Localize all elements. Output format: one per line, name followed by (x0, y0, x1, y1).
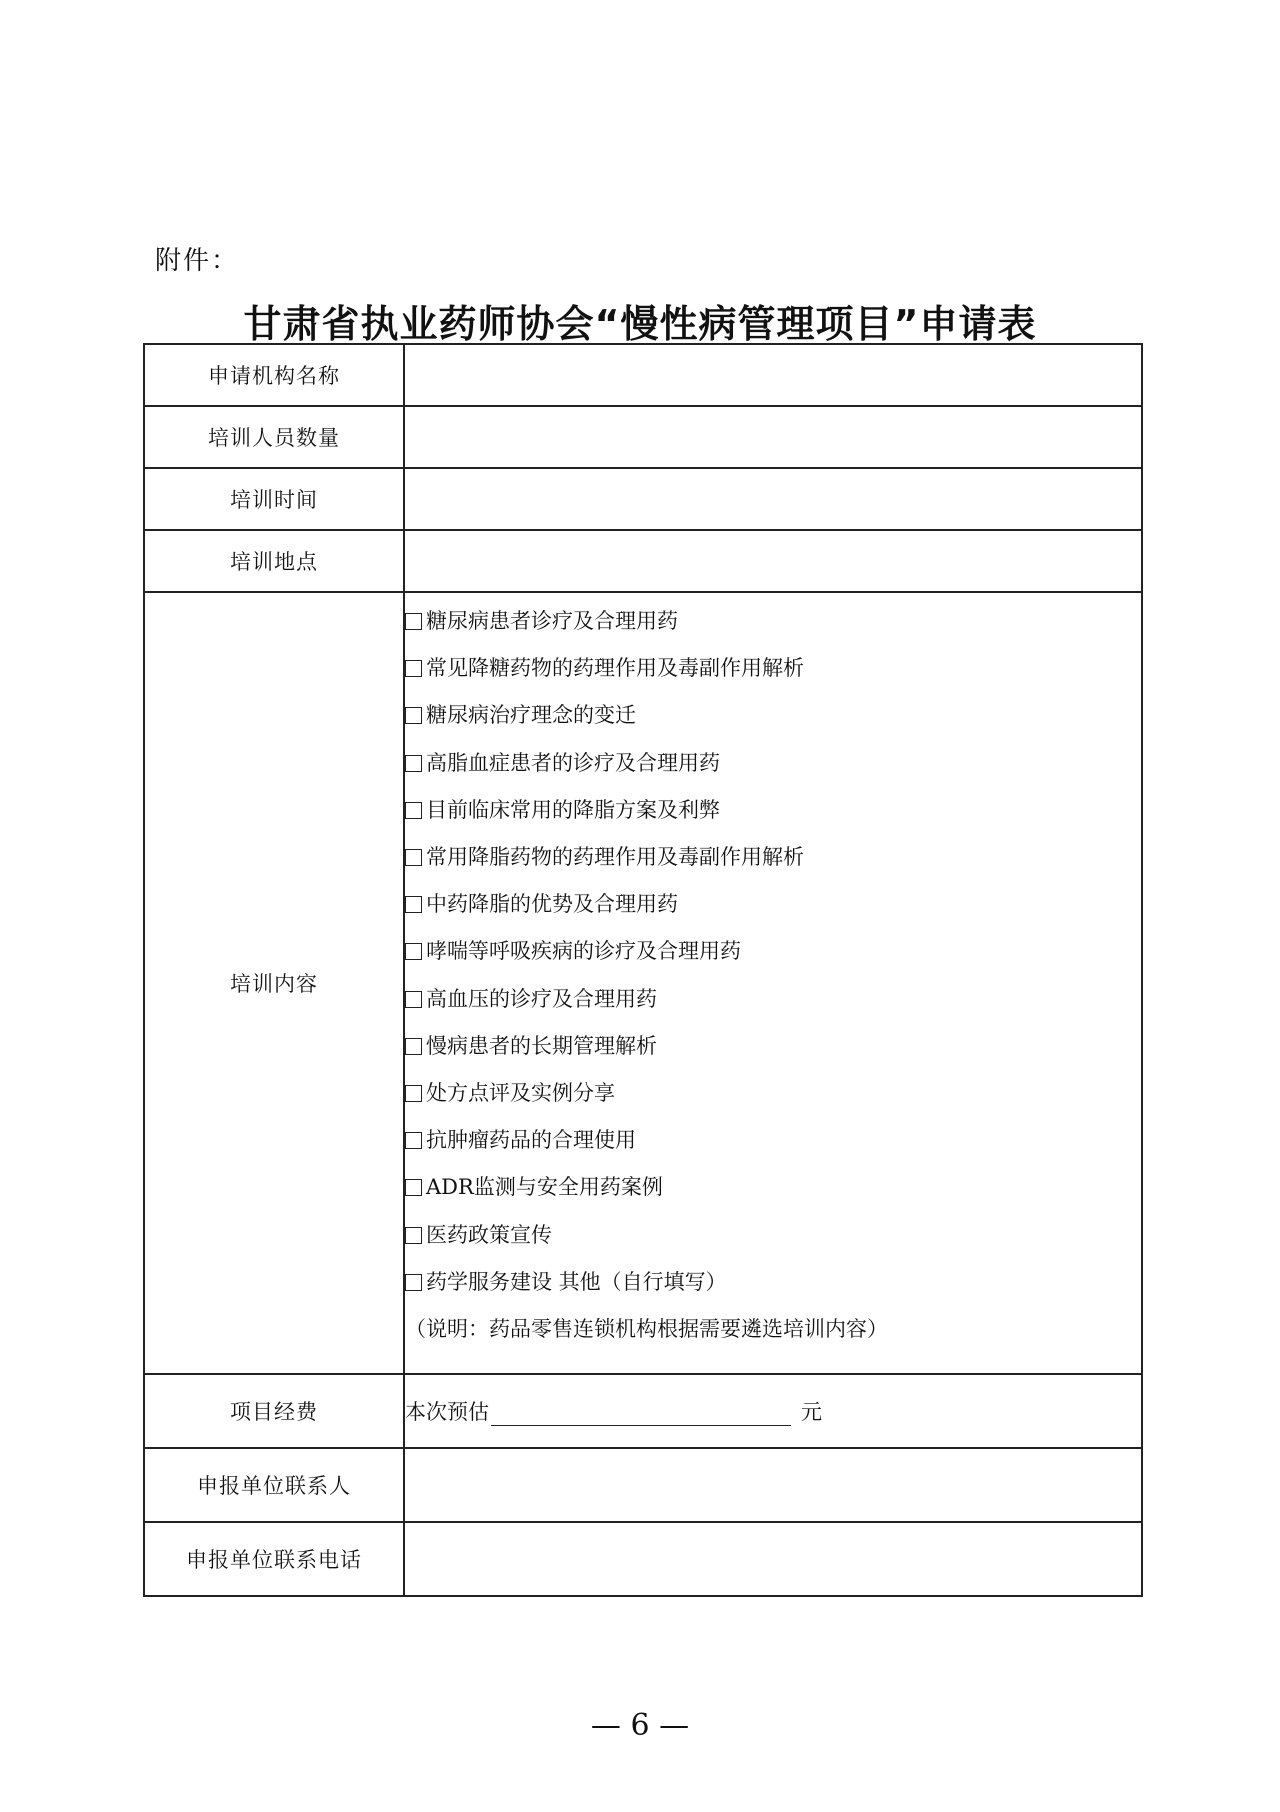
training-option-label: 哮喘等呼吸疾病的诊疗及合理用药 (426, 939, 741, 964)
training-option-label: 常用降脂药物的药理作用及毒副作用解析 (426, 845, 804, 870)
trainee-count-label: 培训人员数量 (144, 406, 404, 468)
checkbox-icon[interactable] (405, 802, 422, 819)
checkbox-icon[interactable] (405, 991, 422, 1008)
application-form-table (143, 343, 1143, 1597)
checkbox-icon[interactable] (405, 755, 422, 772)
training-option-label: 糖尿病患者诊疗及合理用药 (426, 609, 678, 634)
training-option[interactable] (405, 751, 1141, 798)
checkbox-icon[interactable] (405, 896, 422, 913)
training-option-label: 糖尿病治疗理念的变迁 (426, 703, 636, 728)
training-option[interactable] (405, 609, 1141, 656)
training-option[interactable] (405, 1270, 1141, 1317)
training-option-label: 抗肿瘤药品的合理使用 (426, 1128, 636, 1153)
attachment-label: 附件： (155, 246, 240, 276)
training-option-label: 常见降糖药物的药理作用及毒副作用解析 (426, 656, 804, 681)
training-option[interactable] (405, 1223, 1141, 1270)
training-option[interactable] (405, 798, 1141, 845)
row-training-location (144, 530, 1142, 592)
checkbox-icon[interactable] (405, 1038, 422, 1055)
training-option[interactable] (405, 703, 1141, 750)
row-training-time (144, 468, 1142, 530)
row-project-funding (144, 1374, 1142, 1448)
training-option-label: 药学服务建设 其他（自行填写） (426, 1269, 727, 1294)
training-option-label: 医药政策宣传 (426, 1222, 552, 1247)
funding-unit: 元 (801, 1400, 822, 1424)
checkbox-icon[interactable] (405, 1274, 422, 1291)
training-note: （说明：药品零售连锁机构根据需要遴选培训内容） (405, 1316, 888, 1341)
checkbox-icon[interactable] (405, 1132, 422, 1149)
training-option[interactable] (405, 1175, 1141, 1222)
project-funding-cell (404, 1374, 1142, 1448)
checkbox-icon[interactable] (405, 1085, 422, 1102)
training-option-label: ADR监测与安全用药案例 (426, 1175, 663, 1200)
form-title: 甘肃省执业药师协会“慢性病管理项目”申请表 (243, 302, 1037, 346)
funding-amount-field[interactable] (491, 1403, 791, 1426)
training-option[interactable] (405, 845, 1141, 892)
checkbox-icon[interactable] (405, 1179, 422, 1196)
training-option-label: 高血压的诊疗及合理用药 (426, 986, 657, 1011)
training-location-field[interactable] (404, 530, 1142, 592)
row-org-name (144, 344, 1142, 406)
training-option-label: 目前临床常用的降脂方案及利弊 (426, 797, 720, 822)
training-option-label: 慢病患者的长期管理解析 (426, 1033, 657, 1058)
checkbox-icon[interactable] (405, 1227, 422, 1244)
training-option[interactable] (405, 1128, 1141, 1175)
org-name-label: 申请机构名称 (144, 344, 404, 406)
training-option-label: 处方点评及实例分享 (426, 1080, 615, 1105)
training-options-cell (404, 592, 1142, 1374)
trainee-count-field[interactable] (404, 406, 1142, 468)
checkbox-icon[interactable] (405, 613, 422, 630)
checkbox-icon[interactable] (405, 849, 422, 866)
training-option[interactable] (405, 1034, 1141, 1081)
training-option[interactable] (405, 892, 1141, 939)
project-funding-label: 项目经费 (144, 1374, 404, 1448)
contact-phone-label: 申报单位联系电话 (144, 1522, 404, 1596)
training-option-label: 高脂血症患者的诊疗及合理用药 (426, 750, 720, 775)
training-content-label: 培训内容 (144, 592, 404, 1374)
checkbox-icon[interactable] (405, 707, 422, 724)
page-number: — 6 — (590, 1708, 690, 1743)
training-option[interactable] (405, 656, 1141, 703)
contact-person-field[interactable] (404, 1448, 1142, 1522)
training-option[interactable] (405, 939, 1141, 986)
row-contact-person (144, 1448, 1142, 1522)
funding-prefix: 本次预估 (405, 1400, 489, 1424)
row-contact-phone (144, 1522, 1142, 1596)
training-location-label: 培训地点 (144, 530, 404, 592)
row-trainee-count (144, 406, 1142, 468)
contact-person-label: 申报单位联系人 (144, 1448, 404, 1522)
training-time-label: 培训时间 (144, 468, 404, 530)
checkbox-icon[interactable] (405, 943, 422, 960)
training-option[interactable] (405, 1081, 1141, 1128)
org-name-field[interactable] (404, 344, 1142, 406)
training-time-field[interactable] (404, 468, 1142, 530)
contact-phone-field[interactable] (404, 1522, 1142, 1596)
training-option[interactable] (405, 987, 1141, 1034)
checkbox-icon[interactable] (405, 660, 422, 677)
training-option-label: 中药降脂的优势及合理用药 (426, 892, 678, 917)
row-training-content (144, 592, 1142, 1374)
